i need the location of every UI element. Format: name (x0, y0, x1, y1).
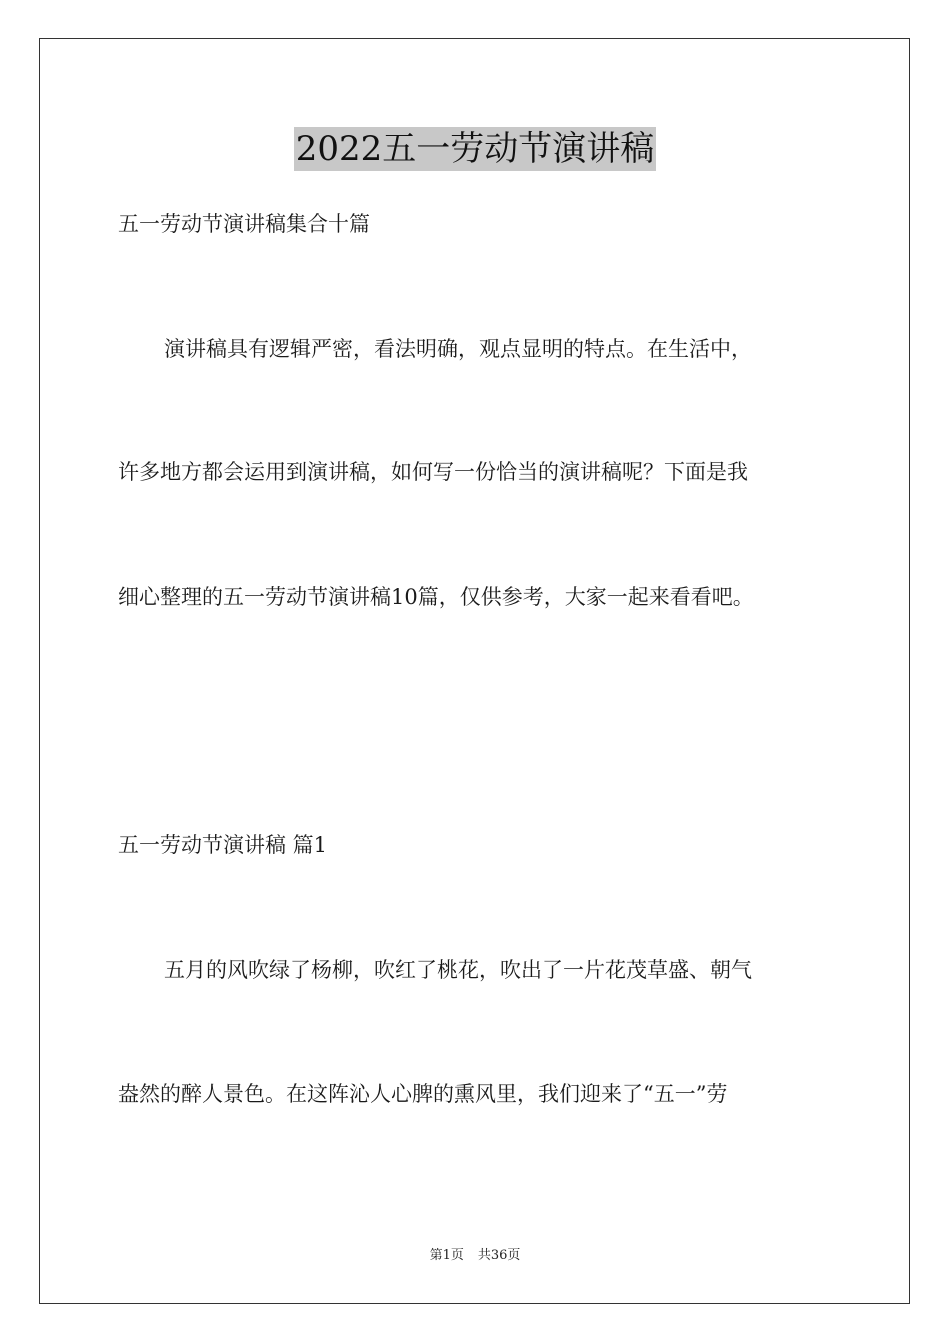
page-footer (0, 1247, 950, 1265)
section-heading: 五一劳动节演讲稿 篇1 (118, 833, 328, 857)
page-number: 第1页 (429, 1248, 464, 1263)
document-title: 2022五一劳动节演讲稿 (295, 129, 655, 169)
section-line-1: 五月的风吹绿了杨柳，吹红了桃花，吹出了一片花茂草盛、朝气 (164, 958, 752, 982)
page-total: 共36页 (477, 1248, 521, 1263)
intro-line-1: 演讲稿具有逻辑严密，看法明确，观点显明的特点。在生活中， (164, 337, 752, 361)
title-container (0, 127, 950, 171)
document-subtitle: 五一劳动节演讲稿集合十篇 (118, 212, 370, 236)
intro-line-3: 细心整理的五一劳动节演讲稿10篇，仅供参考，大家一起来看看吧。 (118, 585, 754, 609)
intro-line-2: 许多地方都会运用到演讲稿，如何写一份恰当的演讲稿呢？下面是我 (118, 460, 748, 484)
section-line-2: 盎然的醉人景色。在这阵沁人心脾的熏风里，我们迎来了“五一”劳 (118, 1082, 728, 1106)
